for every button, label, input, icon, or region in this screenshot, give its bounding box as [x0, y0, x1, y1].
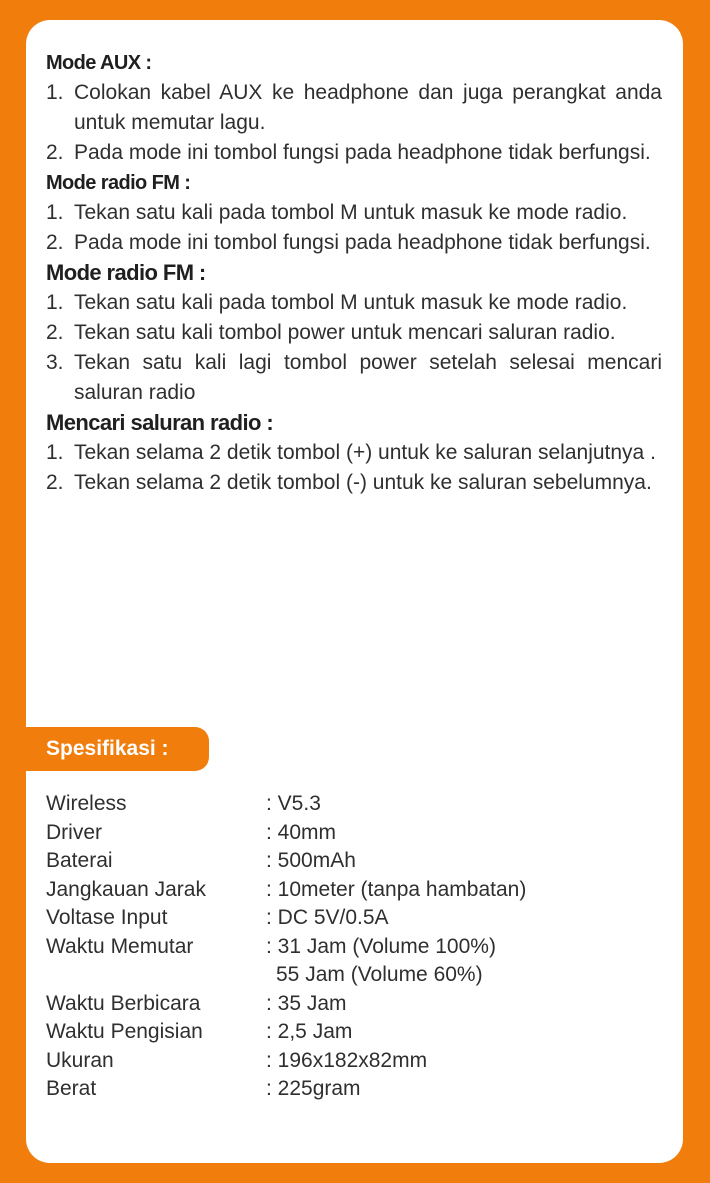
item-number: 1. — [46, 291, 64, 314]
spec-value: : 31 Jam (Volume 100%) — [266, 934, 496, 958]
item-number: 1. — [46, 441, 64, 464]
spec-value: : 2,5 Jam — [266, 1020, 353, 1043]
item-number: 2. — [46, 471, 64, 494]
spec-row — [46, 847, 662, 876]
spec-row — [46, 876, 662, 905]
spec-key: Waktu Memutar — [46, 934, 194, 958]
spec-row — [46, 1075, 662, 1104]
item-number: 1. — [46, 81, 64, 104]
spec-tab-label: Spesifikasi : — [26, 727, 209, 771]
item-number: 2. — [46, 141, 64, 164]
spec-value: : 500mAh — [266, 849, 356, 872]
spec-value: : 35 Jam — [266, 991, 347, 1015]
instructions — [46, 48, 662, 498]
spec-row — [46, 790, 662, 819]
spec-row — [46, 933, 662, 962]
list-item — [46, 228, 662, 258]
spec-key: Driver — [46, 820, 102, 844]
spec-value: 55 Jam (Volume 60%) — [276, 963, 483, 986]
spec-value: : 225gram — [266, 1077, 361, 1100]
spec-table — [46, 790, 662, 1104]
list-item — [46, 318, 662, 348]
spec-value: : 40mm — [266, 820, 337, 844]
item-text: Colokan kabel AUX ke headphone dan juga perangkat anda untuk memutar lagu. — [74, 81, 662, 134]
list-item — [46, 438, 662, 468]
spec-key: Ukuran — [46, 1048, 114, 1072]
spec-value: : 196x182x82mm — [266, 1048, 428, 1072]
list-item — [46, 348, 662, 408]
spec-key: Voltase Input — [46, 906, 168, 929]
list-item — [46, 198, 662, 228]
spec-row — [46, 819, 662, 848]
spec-key: Jangkauan Jarak — [46, 877, 206, 901]
section-title-radio-fm-2: Mode radio FM : — [46, 260, 206, 285]
spec-row — [46, 1047, 662, 1076]
spec-key: Waktu Pengisian — [46, 1020, 203, 1043]
section-title-aux: Mode AUX : — [46, 52, 152, 74]
spec-value: : DC 5V/0.5A — [266, 906, 389, 929]
spec-key: Berat — [46, 1077, 97, 1100]
section-title-search: Mencari saluran radio : — [46, 410, 274, 435]
spec-row — [46, 904, 662, 933]
spec-row-continuation — [46, 961, 662, 990]
list-item — [46, 78, 662, 138]
spec-key-empty — [46, 961, 266, 990]
spec-key: Waktu Berbicara — [46, 991, 201, 1015]
spec-key: Baterai — [46, 849, 113, 872]
list-item — [46, 138, 662, 168]
item-text: Tekan satu kali tombol power untuk mencari saluran radio. — [74, 321, 616, 344]
item-number: 3. — [46, 351, 64, 374]
list-item — [46, 288, 662, 318]
spec-value: : 10meter (tanpa hambatan) — [266, 877, 527, 901]
spec-row — [46, 990, 662, 1019]
item-text: Tekan satu kali lagi tombol power setelah selesai mencari saluran radio — [74, 351, 662, 404]
item-text: Pada mode ini tombol fungsi pada headphone tidak berfungsi. — [74, 141, 651, 164]
item-text: Tekan selama 2 detik tombol (+) untuk ke saluran selanjutnya . — [74, 441, 656, 464]
item-number: 2. — [46, 321, 64, 344]
item-text: Tekan satu kali pada tombol M untuk masuk ke mode radio. — [74, 201, 628, 224]
spec-key: Wireless — [46, 792, 127, 815]
item-text: Pada mode ini tombol fungsi pada headphone tidak berfungsi. — [74, 231, 651, 254]
item-text: Tekan selama 2 detik tombol (-) untuk ke saluran sebelumnya. — [74, 471, 652, 494]
item-number: 1. — [46, 201, 64, 224]
item-number: 2. — [46, 231, 64, 254]
item-text: Tekan satu kali pada tombol M untuk masuk ke mode radio. — [74, 291, 628, 314]
list-item — [46, 468, 662, 498]
spec-value: : V5.3 — [266, 792, 321, 815]
spec-row — [46, 1018, 662, 1047]
section-title-radio-fm: Mode radio FM : — [46, 172, 191, 194]
manual-card — [26, 20, 683, 1163]
